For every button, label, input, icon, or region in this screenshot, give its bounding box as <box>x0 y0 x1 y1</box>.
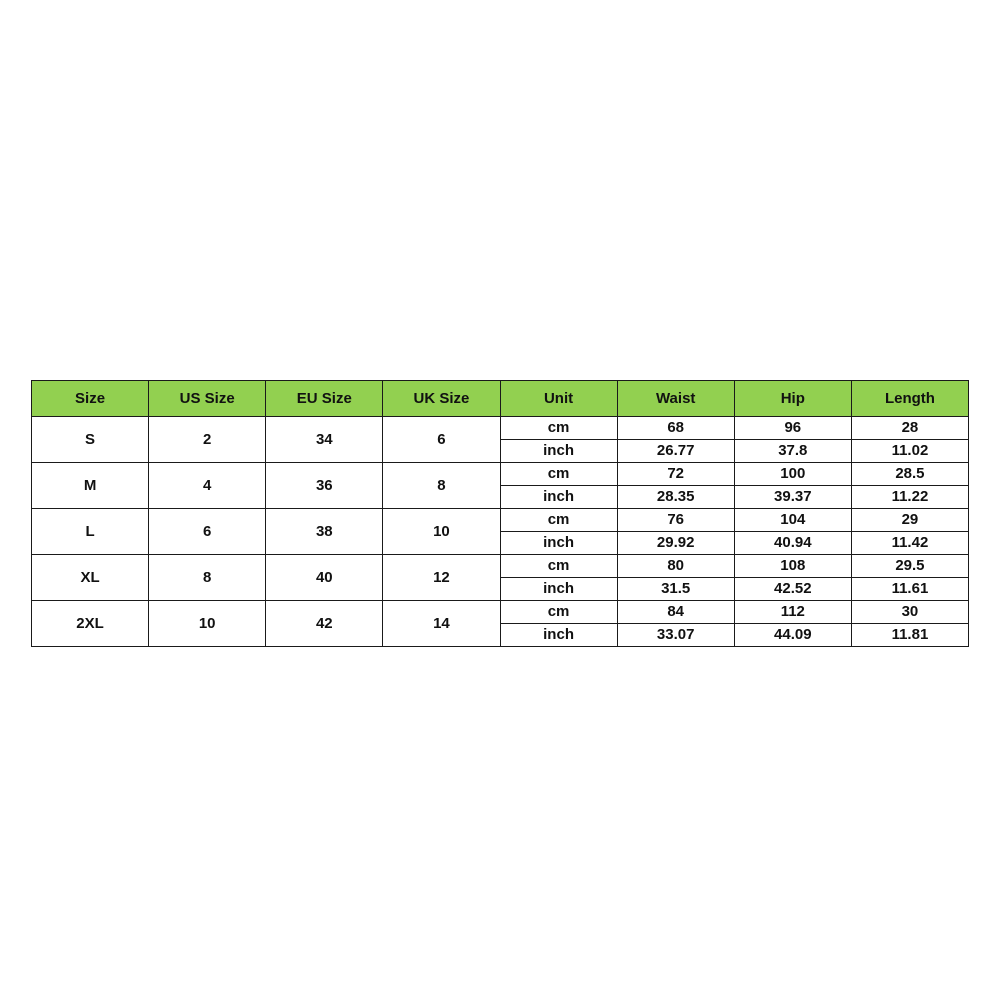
cell-hip: 96 <box>734 417 851 440</box>
size-chart-table <box>31 380 969 647</box>
cell-length: 28.5 <box>851 463 968 486</box>
size-chart-header <box>32 381 969 417</box>
cell-hip: 40.94 <box>734 532 851 555</box>
cell-eu-size: 40 <box>266 555 383 601</box>
cell-waist: 76 <box>617 509 734 532</box>
cell-uk-size: 14 <box>383 601 500 647</box>
header-eu-size: EU Size <box>266 381 383 417</box>
cell-waist: 28.35 <box>617 486 734 509</box>
cell-length: 11.02 <box>851 440 968 463</box>
header-waist: Waist <box>617 381 734 417</box>
cell-us-size: 4 <box>149 463 266 509</box>
cell-waist: 33.07 <box>617 624 734 647</box>
cell-hip: 112 <box>734 601 851 624</box>
table-row <box>32 555 969 578</box>
cell-hip: 42.52 <box>734 578 851 601</box>
cell-length: 28 <box>851 417 968 440</box>
cell-hip: 108 <box>734 555 851 578</box>
table-row <box>32 417 969 440</box>
cell-uk-size: 6 <box>383 417 500 463</box>
cell-us-size: 10 <box>149 601 266 647</box>
header-unit: Unit <box>500 381 617 417</box>
cell-unit: inch <box>500 486 617 509</box>
cell-eu-size: 42 <box>266 601 383 647</box>
table-row <box>32 463 969 486</box>
header-hip: Hip <box>734 381 851 417</box>
cell-size: 2XL <box>32 601 149 647</box>
cell-hip: 44.09 <box>734 624 851 647</box>
cell-unit: inch <box>500 624 617 647</box>
cell-uk-size: 10 <box>383 509 500 555</box>
cell-length: 11.61 <box>851 578 968 601</box>
cell-eu-size: 38 <box>266 509 383 555</box>
cell-size: XL <box>32 555 149 601</box>
header-length: Length <box>851 381 968 417</box>
cell-uk-size: 12 <box>383 555 500 601</box>
cell-length: 11.81 <box>851 624 968 647</box>
cell-waist: 80 <box>617 555 734 578</box>
size-chart-body <box>32 417 969 647</box>
cell-waist: 26.77 <box>617 440 734 463</box>
table-row <box>32 601 969 624</box>
cell-waist: 31.5 <box>617 578 734 601</box>
cell-length: 11.42 <box>851 532 968 555</box>
cell-size: L <box>32 509 149 555</box>
cell-unit: cm <box>500 417 617 440</box>
cell-hip: 100 <box>734 463 851 486</box>
cell-us-size: 2 <box>149 417 266 463</box>
cell-waist: 68 <box>617 417 734 440</box>
cell-unit: cm <box>500 601 617 624</box>
cell-length: 11.22 <box>851 486 968 509</box>
cell-hip: 37.8 <box>734 440 851 463</box>
cell-hip: 39.37 <box>734 486 851 509</box>
cell-hip: 104 <box>734 509 851 532</box>
cell-unit: inch <box>500 440 617 463</box>
cell-waist: 29.92 <box>617 532 734 555</box>
header-uk-size: UK Size <box>383 381 500 417</box>
cell-size: S <box>32 417 149 463</box>
cell-eu-size: 34 <box>266 417 383 463</box>
header-row <box>32 381 969 417</box>
cell-length: 29.5 <box>851 555 968 578</box>
cell-unit: cm <box>500 555 617 578</box>
cell-unit: cm <box>500 463 617 486</box>
cell-size: M <box>32 463 149 509</box>
cell-us-size: 8 <box>149 555 266 601</box>
cell-waist: 84 <box>617 601 734 624</box>
table-row <box>32 509 969 532</box>
cell-uk-size: 8 <box>383 463 500 509</box>
cell-unit: inch <box>500 578 617 601</box>
cell-us-size: 6 <box>149 509 266 555</box>
cell-unit: cm <box>500 509 617 532</box>
cell-waist: 72 <box>617 463 734 486</box>
cell-length: 30 <box>851 601 968 624</box>
cell-unit: inch <box>500 532 617 555</box>
cell-eu-size: 36 <box>266 463 383 509</box>
header-us-size: US Size <box>149 381 266 417</box>
cell-length: 29 <box>851 509 968 532</box>
header-size: Size <box>32 381 149 417</box>
